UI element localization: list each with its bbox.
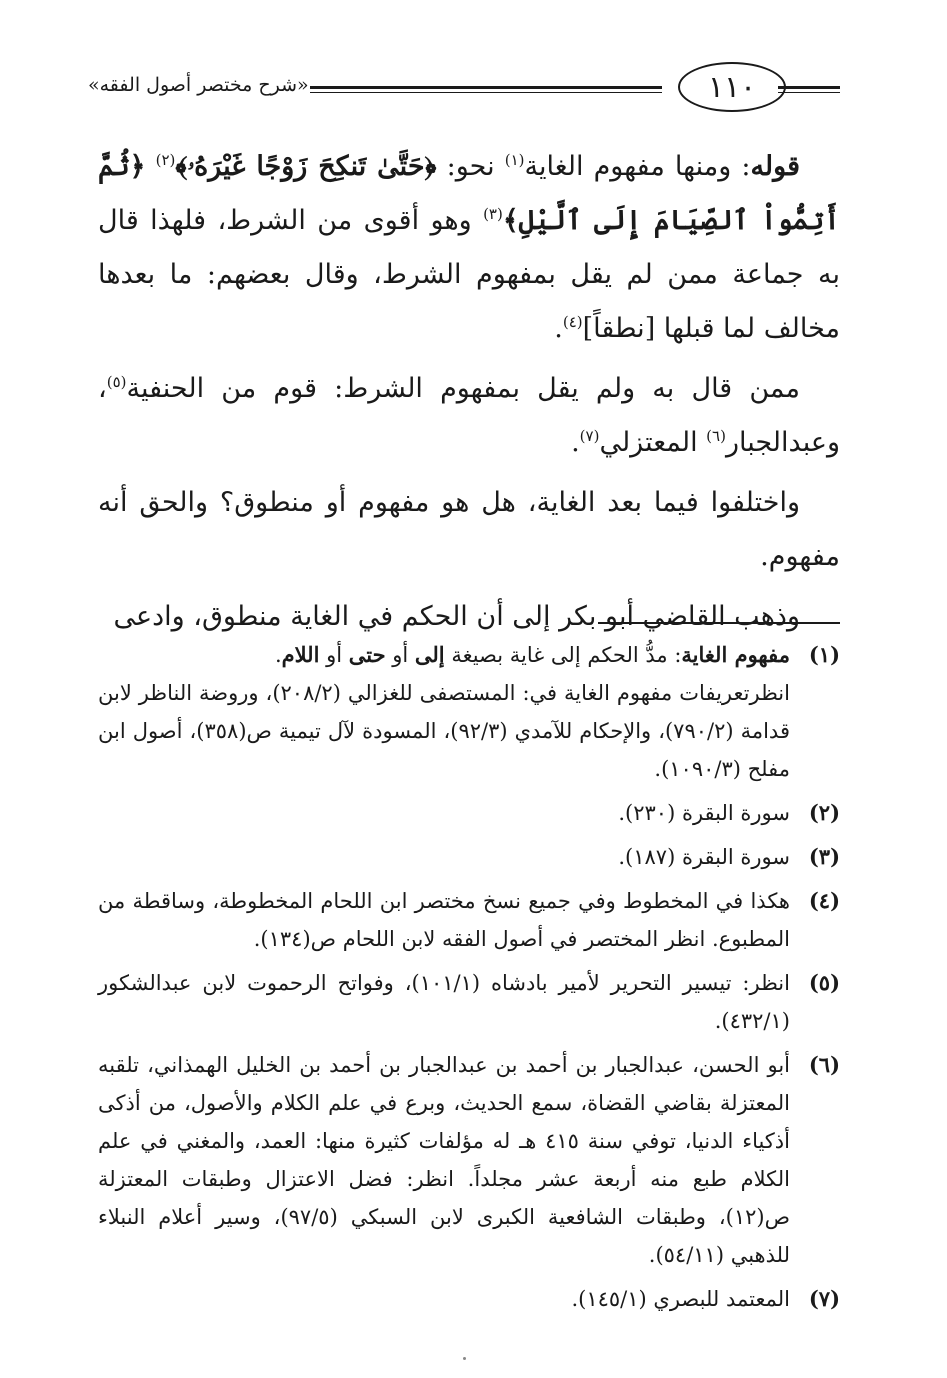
footnote-ref: (٢): [155, 151, 176, 169]
footnote-number: (٥): [808, 970, 840, 995]
lead-word: قوله: [750, 151, 800, 182]
paragraph-4: وذهب القاضي أبو بكر إلى أن الحكم في الغاية منطوق، وادعى: [113, 601, 800, 632]
footnote-number: (١): [808, 642, 840, 667]
footnote-separator: [598, 622, 840, 624]
footnote-number: (٤): [808, 888, 840, 913]
footnote-ref: (٧): [579, 427, 600, 445]
footnote-ref: (٦): [706, 427, 726, 445]
footnote-number: (٦): [808, 1052, 840, 1077]
footnote-item: (٧) المعتمد للبصري (١٤٥/١).: [98, 1280, 840, 1318]
footnote-item: (٥) انظر: تيسير التحرير لأمير بادشاه (١٠١/١)، وفواتح الرحموت لابن عبدالشكور (٤٣٢/١).: [98, 964, 840, 1040]
paragraph-2: ممن قال به ولم يقل بمفهوم الشرط: قوم من الحنفية$^{(٥)}$، وعبدالجبار$^{(٦)}$ المعتزلي$^{(٧)}$.: [98, 373, 840, 458]
footnote-ref: (٤): [562, 313, 583, 331]
footnotes: [98, 636, 840, 1324]
footnote-item: (٦) أبو الحسن، عبدالجبار بن أحمد بن عبدالجبار بن أحمد بن الخليل الهمذاني، تلقبه المعتزلة بقاضي القضاة، سمع الحديث، وبرع في علم الكلام والأصول، من أذكى أذكياء الدنيا، توفي سنة ٤١٥ هـ له مؤلفات كثيرة منها: العمد، والمغني في علم الكلام طبع منه أربعة عشر مجلداً. انظر: فضل الاعتزال وطبقات المعتزلة ص(١٢)، وطبقات الشافعية الكبرى لابن السبكي (٩٧/٥)، وسير أعلام النبلاء للذهبي (٥٤/١١).: [98, 1046, 840, 1274]
footnote-number: (٣): [808, 844, 840, 869]
header-rule-left: [310, 86, 662, 93]
main-text: [98, 140, 840, 650]
footnote-ref: (٥): [106, 373, 127, 391]
paragraph-1: قوله: ومنها مفهوم الغاية$^{(١)}$ نحو: ﴿حَتَّىٰ تَنكِحَ زَوْجًا غَيْرَهُۥ﴾$^{(٢)}$ ﴿ثُمَّ أَتِمُّواْ ٱلصِّيَامَ إِلَى ٱلَّيْلِ﴾$^{(٣)}$ وهو أقوى من الشرط، فلهذا قال به جماعة ممن لم يقل بمفهوم الشرط، وقال بعضهم: ما بعدها مخالف لما قبلها [نطقاً]$^{(٤)}$.: [98, 151, 840, 344]
scan-speck: [463, 1357, 466, 1360]
footnote-item: (٤) هكذا في المخطوط وفي جميع نسخ مختصر ابن اللحام المخطوطة، وساقطة من المطبوع. انظر المختصر في أصول الفقه لابن اللحام ص(١٣٤).: [98, 882, 840, 958]
quran-verse: ﴿ثُمَّ أَتِمُّواْ ٱلصِّيَامَ إِلَى ٱلَّيْلِ﴾: [98, 151, 840, 236]
page-number: ١١٠: [678, 62, 786, 112]
paragraph-3: واختلفوا فيما بعد الغاية، هل هو مفهوم أو منطوق؟ والحق أنه مفهوم.: [98, 487, 840, 572]
footnote-item: (٣) سورة البقرة (١٨٧).: [98, 838, 840, 876]
quran-verse: ﴿حَتَّىٰ تَنكِحَ زَوْجًا غَيْرَهُۥ﴾: [175, 151, 437, 182]
footnote-number: (٢): [808, 800, 840, 825]
footnote-item: (١) مفهوم الغاية: مدُّ الحكم إلى غاية بصيغة إلى أو حتى أو اللام. انظرتعريفات مفهوم الغاية في: المستصفى للغزالي (٢٠٨/٢)، وروضة الناظر لابن قدامة (٧٩٠/٢)، والإحكام للآمدي (٩٢/٣)، المسودة لآل تيمية ص(٣٥٨)، أصول ابن مفلح (١٠٩٠/٣).: [98, 636, 840, 788]
header-rule-right: [778, 86, 840, 93]
running-title: «شرح مختصر أصول الفقه»: [88, 74, 309, 96]
footnote-ref: (٣): [483, 205, 503, 223]
footnote-item: (٢) سورة البقرة (٢٣٠).: [98, 794, 840, 832]
defined-term: مفهوم الغاية: [681, 642, 790, 667]
footnote-ref: (١): [504, 151, 525, 169]
page-header: [88, 60, 840, 122]
footnote-number: (٧): [808, 1286, 840, 1311]
